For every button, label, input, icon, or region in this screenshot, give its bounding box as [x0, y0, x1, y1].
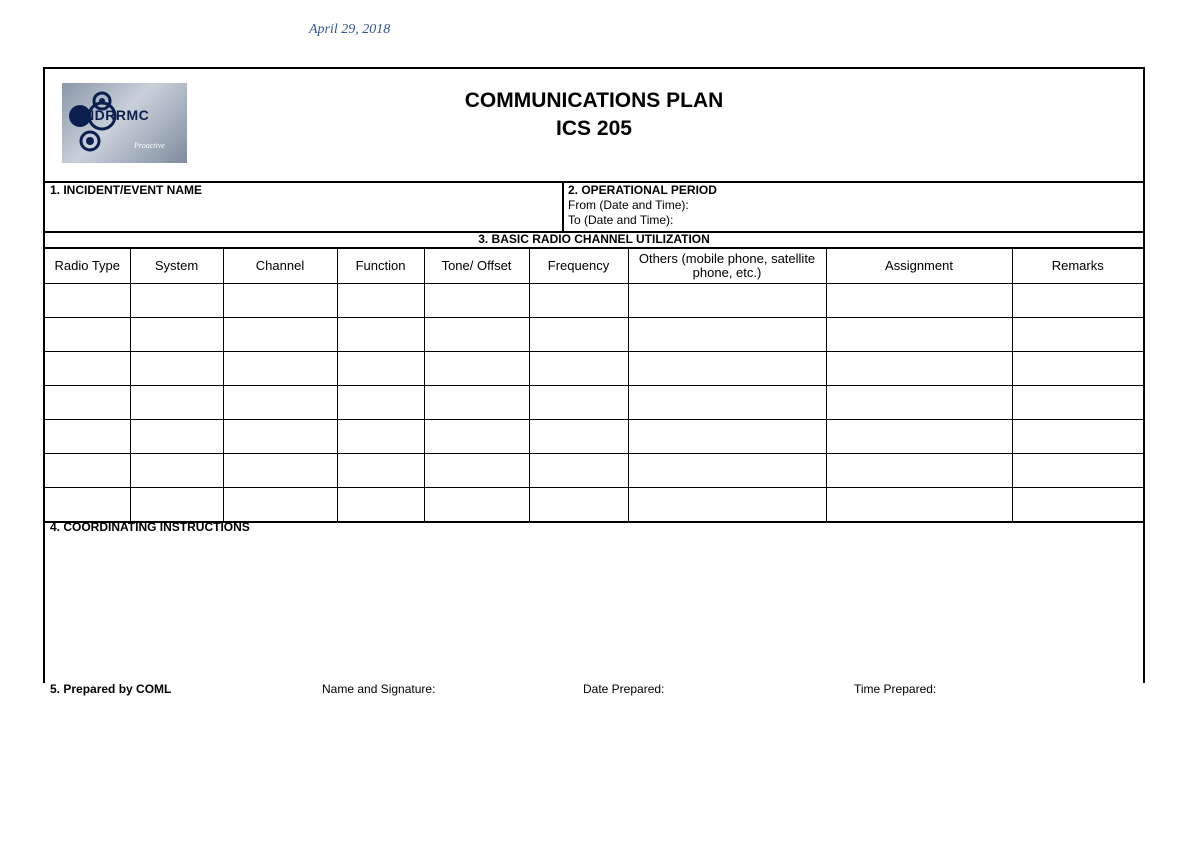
table-cell[interactable] [826, 352, 1012, 386]
table-cell[interactable] [628, 318, 826, 352]
table-cell[interactable] [628, 352, 826, 386]
table-row [45, 284, 1143, 318]
table-cell[interactable] [628, 386, 826, 420]
radio-section-heading: 3. BASIC RADIO CHANNEL UTILIZATION [45, 231, 1143, 248]
ics-205-form [43, 67, 1145, 683]
column-header: Frequency [529, 249, 628, 284]
incident-name-label: 1. INCIDENT/EVENT NAME [50, 183, 203, 197]
table-cell[interactable] [223, 352, 337, 386]
table-cell[interactable] [529, 454, 628, 488]
table-cell[interactable] [628, 454, 826, 488]
table-row [45, 488, 1143, 523]
time-prepared-label: Time Prepared: [854, 682, 937, 696]
table-cell[interactable] [223, 318, 337, 352]
table-cell[interactable] [130, 454, 223, 488]
table-cell[interactable] [1012, 352, 1143, 386]
table-cell[interactable] [628, 284, 826, 318]
table-cell[interactable] [424, 318, 529, 352]
table-cell[interactable] [529, 420, 628, 454]
table-cell[interactable] [130, 352, 223, 386]
table-cell[interactable] [45, 420, 130, 454]
table-cell[interactable] [1012, 420, 1143, 454]
table-row [45, 318, 1143, 352]
table-cell[interactable] [424, 352, 529, 386]
table-cell[interactable] [45, 386, 130, 420]
table-cell[interactable] [826, 420, 1012, 454]
operational-period-label: 2. OPERATIONAL PERIOD [568, 183, 717, 197]
table-cell[interactable] [424, 386, 529, 420]
form-code: ICS 205 [556, 117, 632, 140]
table-cell[interactable] [529, 386, 628, 420]
table-cell[interactable] [1012, 488, 1143, 523]
table-cell[interactable] [424, 420, 529, 454]
table-cell[interactable] [826, 454, 1012, 488]
column-header: Function [337, 249, 424, 284]
table-cell[interactable] [424, 454, 529, 488]
section-incident-period [45, 181, 1143, 233]
table-cell[interactable] [337, 420, 424, 454]
column-header: Channel [223, 249, 337, 284]
table-cell[interactable] [1012, 318, 1143, 352]
table-cell[interactable] [424, 284, 529, 318]
table-row [45, 352, 1143, 386]
table-cell[interactable] [45, 352, 130, 386]
table-cell[interactable] [529, 488, 628, 523]
table-cell[interactable] [223, 454, 337, 488]
table-cell[interactable] [223, 386, 337, 420]
radio-channel-table [45, 248, 1143, 523]
document-date: April 29, 2018 [309, 22, 391, 37]
table-cell[interactable] [130, 318, 223, 352]
table-cell[interactable] [223, 488, 337, 523]
table-cell[interactable] [529, 318, 628, 352]
table-row [45, 386, 1143, 420]
table-cell[interactable] [130, 386, 223, 420]
prepared-by-label: 5. Prepared by COML [50, 682, 172, 696]
table-cell[interactable] [223, 284, 337, 318]
table-cell[interactable] [826, 284, 1012, 318]
table-cell[interactable] [826, 386, 1012, 420]
table-cell[interactable] [424, 488, 529, 523]
table-cell[interactable] [45, 454, 130, 488]
name-signature-label: Name and Signature: [322, 682, 436, 696]
form-title: COMMUNICATIONS PLAN [464, 89, 724, 112]
column-header: Others (mobile phone, satellite phone, etc.) [628, 249, 826, 284]
table-cell[interactable] [337, 488, 424, 523]
logo-text: NDRRMC [84, 107, 150, 123]
form-header [45, 69, 1143, 183]
table-cell[interactable] [628, 420, 826, 454]
column-header: Remarks [1012, 249, 1143, 284]
coordinating-instructions-label: 4. COORDINATING INSTRUCTIONS [50, 520, 250, 534]
table-cell[interactable] [628, 488, 826, 523]
table-cell[interactable] [130, 420, 223, 454]
table-cell[interactable] [337, 454, 424, 488]
table-cell[interactable] [337, 284, 424, 318]
table-cell[interactable] [529, 352, 628, 386]
date-prepared-label: Date Prepared: [583, 682, 665, 696]
table-header-row [45, 249, 1143, 284]
column-header: System [130, 249, 223, 284]
table-row [45, 420, 1143, 454]
table-cell[interactable] [1012, 284, 1143, 318]
table-cell[interactable] [826, 318, 1012, 352]
table-cell[interactable] [45, 488, 130, 523]
table-cell[interactable] [337, 318, 424, 352]
table-cell[interactable] [45, 284, 130, 318]
table-row [45, 454, 1143, 488]
period-from-label: From (Date and Time): [568, 198, 689, 212]
table-cell[interactable] [223, 420, 337, 454]
table-cell[interactable] [826, 488, 1012, 523]
period-to-label: To (Date and Time): [568, 213, 674, 227]
table-cell[interactable] [1012, 454, 1143, 488]
table-cell[interactable] [337, 386, 424, 420]
table-cell[interactable] [130, 488, 223, 523]
table-cell[interactable] [1012, 386, 1143, 420]
column-header: Assignment [826, 249, 1012, 284]
column-header: Tone/ Offset [424, 249, 529, 284]
column-header: Radio Type [45, 249, 130, 284]
logo-subtext: Proactive [134, 141, 165, 150]
table-cell[interactable] [45, 318, 130, 352]
table-cell[interactable] [529, 284, 628, 318]
table-cell[interactable] [337, 352, 424, 386]
section-divider [562, 181, 564, 231]
table-cell[interactable] [130, 284, 223, 318]
